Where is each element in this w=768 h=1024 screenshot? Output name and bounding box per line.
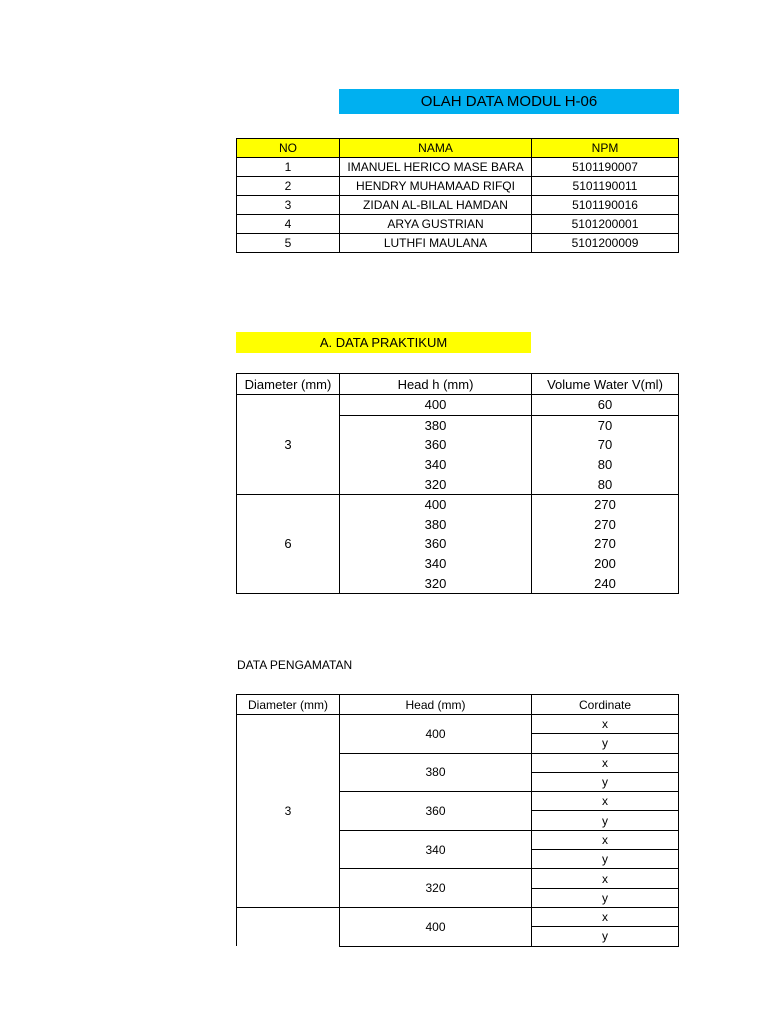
cell-head: 380 (340, 415, 532, 435)
praktikum-table (236, 373, 679, 594)
cell-coord-x: x (532, 792, 679, 811)
cell-coord-x: x (532, 715, 679, 734)
cell-volume: 270 (532, 515, 679, 535)
cell-no: 2 (237, 177, 340, 196)
cell-diameter (237, 907, 340, 946)
column-header-npm: NPM (532, 139, 679, 158)
table-row (237, 494, 679, 514)
cell-diameter: 6 (237, 494, 340, 593)
column-header-head: Head (mm) (340, 695, 532, 715)
table-row (237, 395, 679, 416)
column-header-volume: Volume Water V(ml) (532, 374, 679, 395)
table-row (237, 158, 679, 177)
table-row (237, 196, 679, 215)
column-header-head: Head h (mm) (340, 374, 532, 395)
cell-diameter: 3 (237, 395, 340, 495)
column-header-diameter: Diameter (mm) (237, 374, 340, 395)
page-title: OLAH DATA MODUL H-06 (339, 89, 679, 114)
cell-coord-x: x (532, 869, 679, 888)
cell-head: 360 (340, 534, 532, 554)
cell-head: 380 (340, 515, 532, 535)
table-row (237, 215, 679, 234)
table-header-row (237, 139, 679, 158)
cell-npm: 5101200009 (532, 234, 679, 253)
table-row (237, 715, 679, 734)
cell-npm: 5101200001 (532, 215, 679, 234)
pengamatan-table (236, 694, 679, 947)
table-row (237, 177, 679, 196)
cell-head: 360 (340, 792, 532, 831)
cell-coord-y: y (532, 888, 679, 907)
cell-head: 400 (340, 494, 532, 514)
section-title-praktikum: A. DATA PRAKTIKUM (236, 332, 531, 353)
cell-head: 320 (340, 869, 532, 908)
cell-head: 400 (340, 907, 532, 946)
cell-no: 3 (237, 196, 340, 215)
cell-nama: LUTHFI MAULANA (340, 234, 532, 253)
cell-head: 400 (340, 395, 532, 416)
section-title-pengamatan: DATA PENGAMATAN (237, 658, 353, 672)
cell-nama: ZIDAN AL-BILAL HAMDAN (340, 196, 532, 215)
cell-no: 4 (237, 215, 340, 234)
cell-nama: IMANUEL HERICO MASE BARA (340, 158, 532, 177)
cell-coord-x: x (532, 907, 679, 926)
cell-nama: HENDRY MUHAMAAD RIFQI (340, 177, 532, 196)
cell-head: 380 (340, 753, 532, 792)
cell-npm: 5101190011 (532, 177, 679, 196)
table-header-row (237, 695, 679, 715)
cell-coord-x: x (532, 753, 679, 772)
cell-volume: 80 (532, 455, 679, 475)
cell-volume: 70 (532, 435, 679, 455)
members-table (236, 138, 679, 253)
cell-coord-y: y (532, 772, 679, 791)
cell-head: 320 (340, 573, 532, 593)
cell-volume: 270 (532, 494, 679, 514)
cell-volume: 70 (532, 415, 679, 435)
cell-coord-x: x (532, 830, 679, 849)
cell-volume: 60 (532, 395, 679, 416)
cell-head: 320 (340, 474, 532, 494)
column-header-nama: NAMA (340, 139, 532, 158)
table-row (237, 907, 679, 926)
cell-head: 360 (340, 435, 532, 455)
cell-npm: 5101190016 (532, 196, 679, 215)
cell-no: 5 (237, 234, 340, 253)
cell-volume: 80 (532, 474, 679, 494)
cell-volume: 270 (532, 534, 679, 554)
cell-coord-y: y (532, 811, 679, 830)
cell-volume: 240 (532, 573, 679, 593)
cell-head: 400 (340, 715, 532, 754)
column-header-diameter: Diameter (mm) (237, 695, 340, 715)
cell-head: 340 (340, 455, 532, 475)
table-row (237, 234, 679, 253)
cell-coord-y: y (532, 927, 679, 946)
table-header-row (237, 374, 679, 395)
cell-no: 1 (237, 158, 340, 177)
column-header-no: NO (237, 139, 340, 158)
cell-nama: ARYA GUSTRIAN (340, 215, 532, 234)
cell-head: 340 (340, 554, 532, 574)
cell-diameter: 3 (237, 715, 340, 908)
cell-coord-y: y (532, 850, 679, 869)
cell-npm: 5101190007 (532, 158, 679, 177)
cell-coord-y: y (532, 734, 679, 753)
cell-head: 340 (340, 830, 532, 869)
cell-volume: 200 (532, 554, 679, 574)
page-bottom-margin (0, 947, 768, 1024)
column-header-cordinate: Cordinate (532, 695, 679, 715)
